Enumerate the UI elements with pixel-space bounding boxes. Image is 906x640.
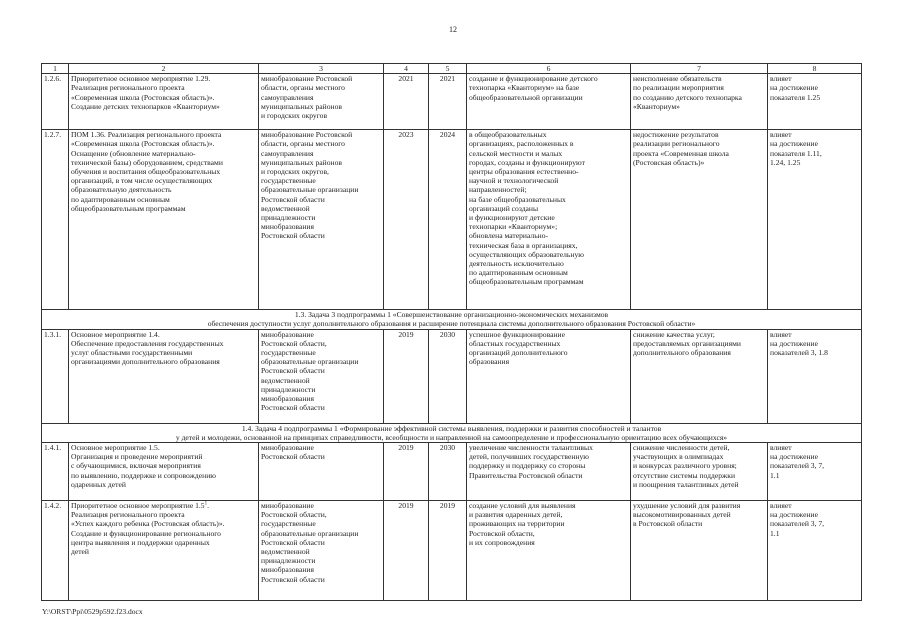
expected-result: создание условий для выявления и развития одаренных детей, проживающих на территории Ростовской области, и их сопровождения bbox=[467, 501, 631, 601]
end-year: 2019 bbox=[429, 501, 467, 601]
consequences: недостижение результатов реализации регионального проекта «Современная школа (Ростовская область)» bbox=[631, 130, 768, 310]
consequences: снижение численности детей, участвующих в олимпиадах и конкурсах различного уровня; отсутствие системы поддержки и поощрения талантливых детей bbox=[631, 443, 768, 501]
start-year: 2019 bbox=[384, 501, 429, 601]
consequences: неисполнение обязательств по реализации мероприятия по созданию детского технопарка «Кванториум» bbox=[631, 74, 768, 130]
measure-name: Основное мероприятие 1.5. Организация и проведение мероприятий с обучающимися, включая мероприятия по выявлению, поддержке и сопровождению одаренных детей bbox=[69, 443, 259, 501]
end-year: 2024 bbox=[429, 130, 467, 310]
start-year: 2019 bbox=[384, 329, 429, 423]
measure-name: Основное мероприятие 1.4. Обеспечение предоставления государственных услуг областными государственными организациями дополнительного образования bbox=[69, 329, 259, 423]
page-number: 12 bbox=[449, 25, 457, 34]
start-year: 2021 bbox=[384, 74, 429, 130]
row-number: 1.2.7. bbox=[42, 130, 69, 310]
col-header: 1 bbox=[42, 64, 69, 74]
start-year: 2019 bbox=[384, 443, 429, 501]
table-row bbox=[42, 74, 862, 130]
table-row bbox=[42, 501, 862, 601]
table-row bbox=[42, 443, 862, 501]
indicator-link: влияет на достижение показателя 1.25 bbox=[768, 74, 862, 130]
indicator-link: влияет на достижение показателей 3, 7, 1.1 bbox=[768, 443, 862, 501]
row-number: 1.4.1. bbox=[42, 443, 69, 501]
executor: минобразование Ростовской области, государственные образовательные организации Ростовской области ведомственной принадлежности минобразования Ростовской области bbox=[259, 329, 384, 423]
measures-table bbox=[41, 63, 862, 601]
expected-result: увеличение численности талантливых детей, получивших государственную поддержку и поддержку со стороны Правительства Ростовской области bbox=[467, 443, 631, 501]
end-year: 2030 bbox=[429, 329, 467, 423]
measure-name bbox=[69, 501, 259, 601]
row-number: 1.3.1. bbox=[42, 329, 69, 423]
col-header: 4 bbox=[384, 64, 429, 74]
measure-name-body: Реализация регионального проекта «Успех каждого ребенка (Ростовская область)». Создание и функционирование регионального центра выявления и поддержки одаренных детей bbox=[71, 510, 225, 557]
section-heading: 1.4. Задача 4 подпрограммы 1 «Формирование эффективной системы выявления, поддержки и развития способностей и талантов у детей и молодежи, основанной на принципах справедливости, всеобщности и направленной на самоопределение и профессиональную ориентацию всех обучающихся» bbox=[42, 423, 862, 442]
col-header: 8 bbox=[768, 64, 862, 74]
table-row bbox=[42, 329, 862, 423]
col-header: 2 bbox=[69, 64, 259, 74]
col-header: 6 bbox=[467, 64, 631, 74]
row-number: 1.2.6. bbox=[42, 74, 69, 130]
executor: минобразование Ростовской области, органы местного самоуправления муниципальных районов и городских округов bbox=[259, 74, 384, 130]
expected-result: успешное функционирование областных государственных организаций дополнительного образования bbox=[467, 329, 631, 423]
indicator-link: влияет на достижение показателя 1.11, 1.24, 1.25 bbox=[768, 130, 862, 310]
measure-name-period: . bbox=[207, 501, 209, 511]
executor: минобразование Ростовской области, государственные образовательные организации Ростовской области ведомственной принадлежности минобразования Ростовской области bbox=[259, 501, 384, 601]
row-number: 1.4.2. bbox=[42, 501, 69, 601]
end-year: 2030 bbox=[429, 443, 467, 501]
section-heading-row bbox=[42, 310, 862, 329]
expected-result: создание и функционирование детского технопарка «Кванториум» на базе общеобразовательной организации bbox=[467, 74, 631, 130]
start-year: 2023 bbox=[384, 130, 429, 310]
consequences: снижение качества услуг, предоставляемых организациями дополнительного образования bbox=[631, 329, 768, 423]
executor: минобразование Ростовской области bbox=[259, 443, 384, 501]
col-header: 7 bbox=[631, 64, 768, 74]
indicator-link: влияет на достижение показателей 3, 7, 1.1 bbox=[768, 501, 862, 601]
executor: минобразование Ростовской области, органы местного самоуправления муниципальных районов и городских округов, государственные образовательные организации Ростовской области ведомственной принадлежности минобразования Ростовской области bbox=[259, 130, 384, 310]
consequences: ухудшение условий для развития высокомотивированных детей в Ростовской области bbox=[631, 501, 768, 601]
indicator-link: влияет на достижение показателей 3, 1.8 bbox=[768, 329, 862, 423]
section-heading-row bbox=[42, 423, 862, 442]
measure-name: Приоритетное основное мероприятие 1.29. Реализация регионального проекта «Современная школа (Ростовская область)». Создание детских технопарков «Кванториум» bbox=[69, 74, 259, 130]
col-header: 3 bbox=[259, 64, 384, 74]
column-number-row bbox=[42, 64, 862, 74]
col-header: 5 bbox=[429, 64, 467, 74]
section-heading: 1.3. Задача 3 подпрограммы 1 «Совершенствование организационно-экономических механизмов обеспечения доступности услуг дополнительного образования и расширение потенциала системы дополнительного образования Ростовской области» bbox=[42, 310, 862, 329]
expected-result: в общеобразовательных организациях, расположенных в сельской местности и малых городах, созданы и функционируют центры образования естественно- научной и технологической направленностей; на базе общеобразовательных организаций созданы и функционируют детские технопарки «Кванториум»; обновлена материально- техническая база в организациях, осуществляющих образовательную деятельность исключительно по адаптированным основным общеобразовательным программам bbox=[467, 130, 631, 310]
measure-name: ПОМ 1.36. Реализация регионального проекта «Современная школа (Ростовская область)». Оснащение (обновление материально- технической базы) оборудованием, средствами обучения и воспитания общеобразовательных организаций, в том числе осуществляющих образовательную деятельность по адаптированным основным общеобразовательным программам bbox=[69, 130, 259, 310]
footnote-marker: 1 bbox=[204, 501, 208, 507]
table-row bbox=[42, 130, 862, 310]
file-path-footer: Y:\ORST\Ppi\0529p592.f23.docx bbox=[42, 607, 143, 616]
measure-name-title: Приоритетное основное мероприятие 1.5 bbox=[71, 501, 205, 511]
end-year: 2021 bbox=[429, 74, 467, 130]
